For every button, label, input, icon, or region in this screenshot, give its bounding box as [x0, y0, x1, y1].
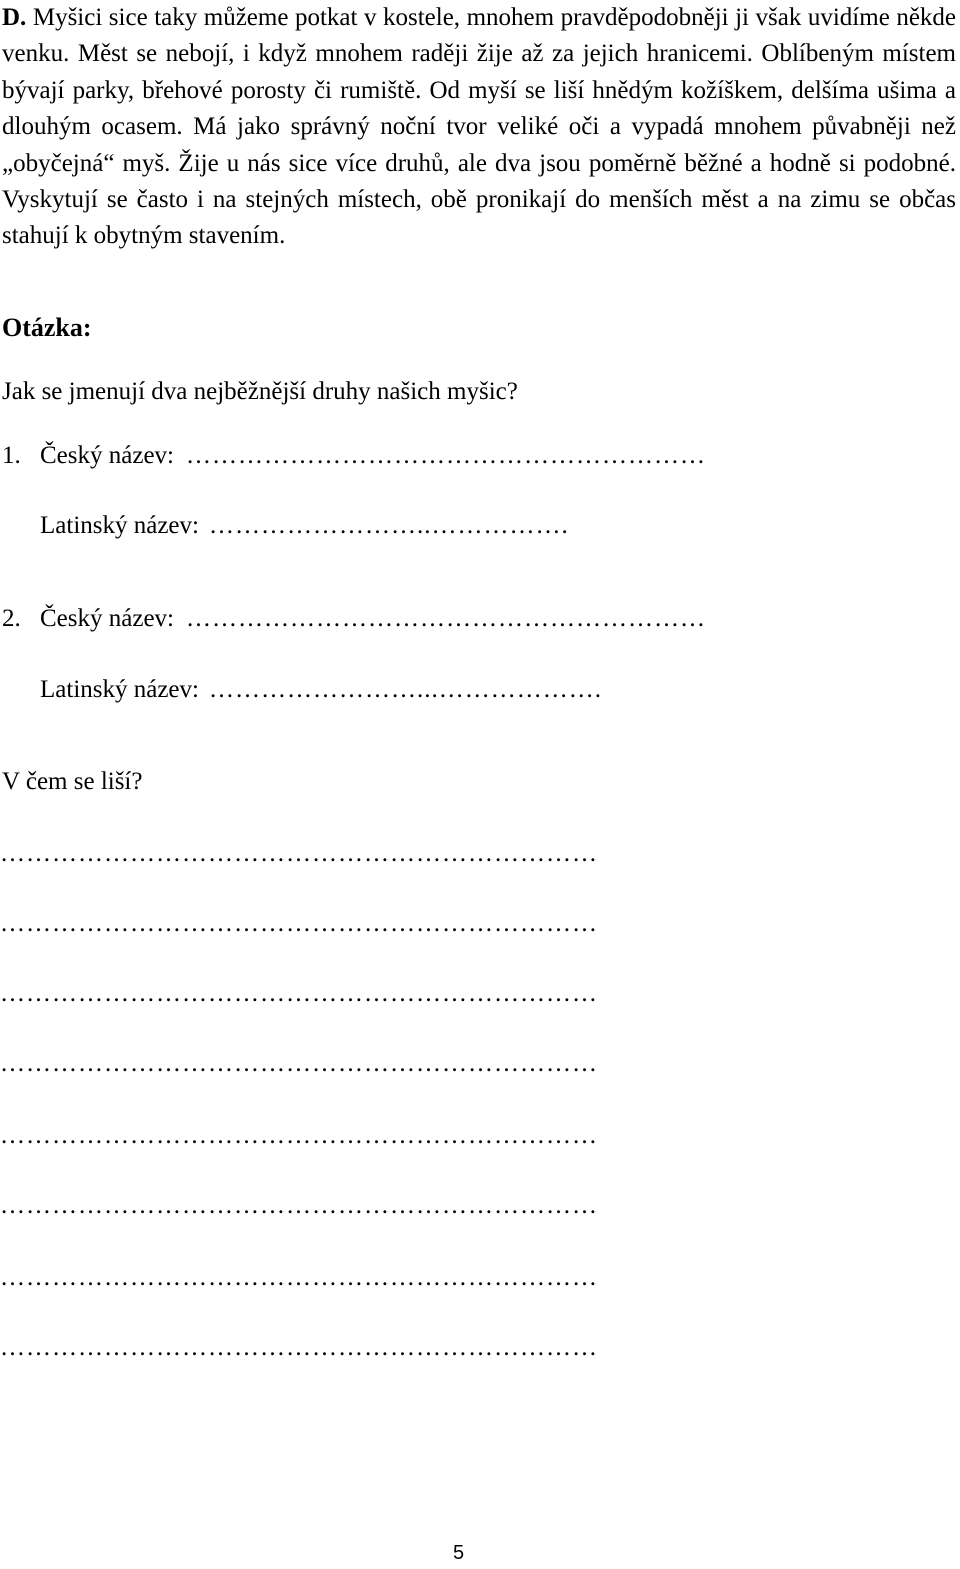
write-line[interactable]: ……………………………………………………………: [0, 1334, 598, 1361]
answer-2-czech-row: [2, 605, 706, 633]
answer-2-latin-blank[interactable]: ……………………...……………….: [208, 676, 602, 703]
section-label: D.: [2, 4, 27, 31]
write-line[interactable]: ……………………………………………………………: [0, 1192, 598, 1219]
answer-1-czech-row: [2, 442, 706, 470]
answer-2-czech-blank[interactable]: ……………………………………………………: [185, 605, 706, 632]
question-heading: Otázka:: [2, 313, 92, 342]
write-line[interactable]: ……………………………………………………………: [0, 980, 598, 1007]
answer-1-latin-label: Latinský název:: [40, 512, 199, 539]
write-line[interactable]: ……………………………………………………………: [0, 840, 598, 867]
write-line[interactable]: ……………………………………………………………: [0, 910, 598, 937]
answer-1-czech-blank[interactable]: ……………………………………………………: [185, 442, 706, 469]
answer-2-latin-row: [40, 676, 602, 704]
write-line[interactable]: ……………………………………………………………: [0, 1050, 598, 1077]
write-line[interactable]: ……………………………………………………………: [0, 1122, 598, 1149]
answer-1-latin-row: [40, 512, 569, 540]
answer-2-czech-label: Český název:: [40, 605, 174, 632]
answer-1-latin-blank[interactable]: ……………………..…………….: [208, 512, 569, 539]
page-number: 5: [453, 1542, 465, 1564]
question-text: Jak se jmenují dva nejběžnější druhy našich myšic?: [2, 378, 518, 405]
write-line[interactable]: ……………………………………………………………: [0, 1264, 598, 1291]
answer-1-czech-label: Český název:: [40, 442, 174, 469]
difference-question: V čem se liší?: [2, 768, 143, 795]
section-text: Myšici sice taky můžeme potkat v kostele, mnohem pravděpodobněji ji však uvidíme někde venku. Měst se nebojí, i když mnohem raději žije až za jejich hranicemi. Oblíbeným místem bývají parky, břehové porosty či rumiště. Od myší se liší hnědým kožíškem, delšíma ušima a dlouhým ocasem. Má jako správný noční tvor veliké oči a vypadá mnohem půvabněji než „obyčejná“ myš. Žije u nás sice více druhů, ale dva jsou poměrně běžné a hodně si podobné. Vyskytují se často i na stejných místech, obě pronikají do menších měst a na zimu se občas stahují k obytným stavením.: [2, 4, 957, 250]
answer-1-number: 1.: [2, 442, 21, 469]
intro-paragraph: [2, 0, 956, 255]
answer-2-latin-label: Latinský název:: [40, 676, 199, 703]
answer-2-number: 2.: [2, 605, 21, 632]
